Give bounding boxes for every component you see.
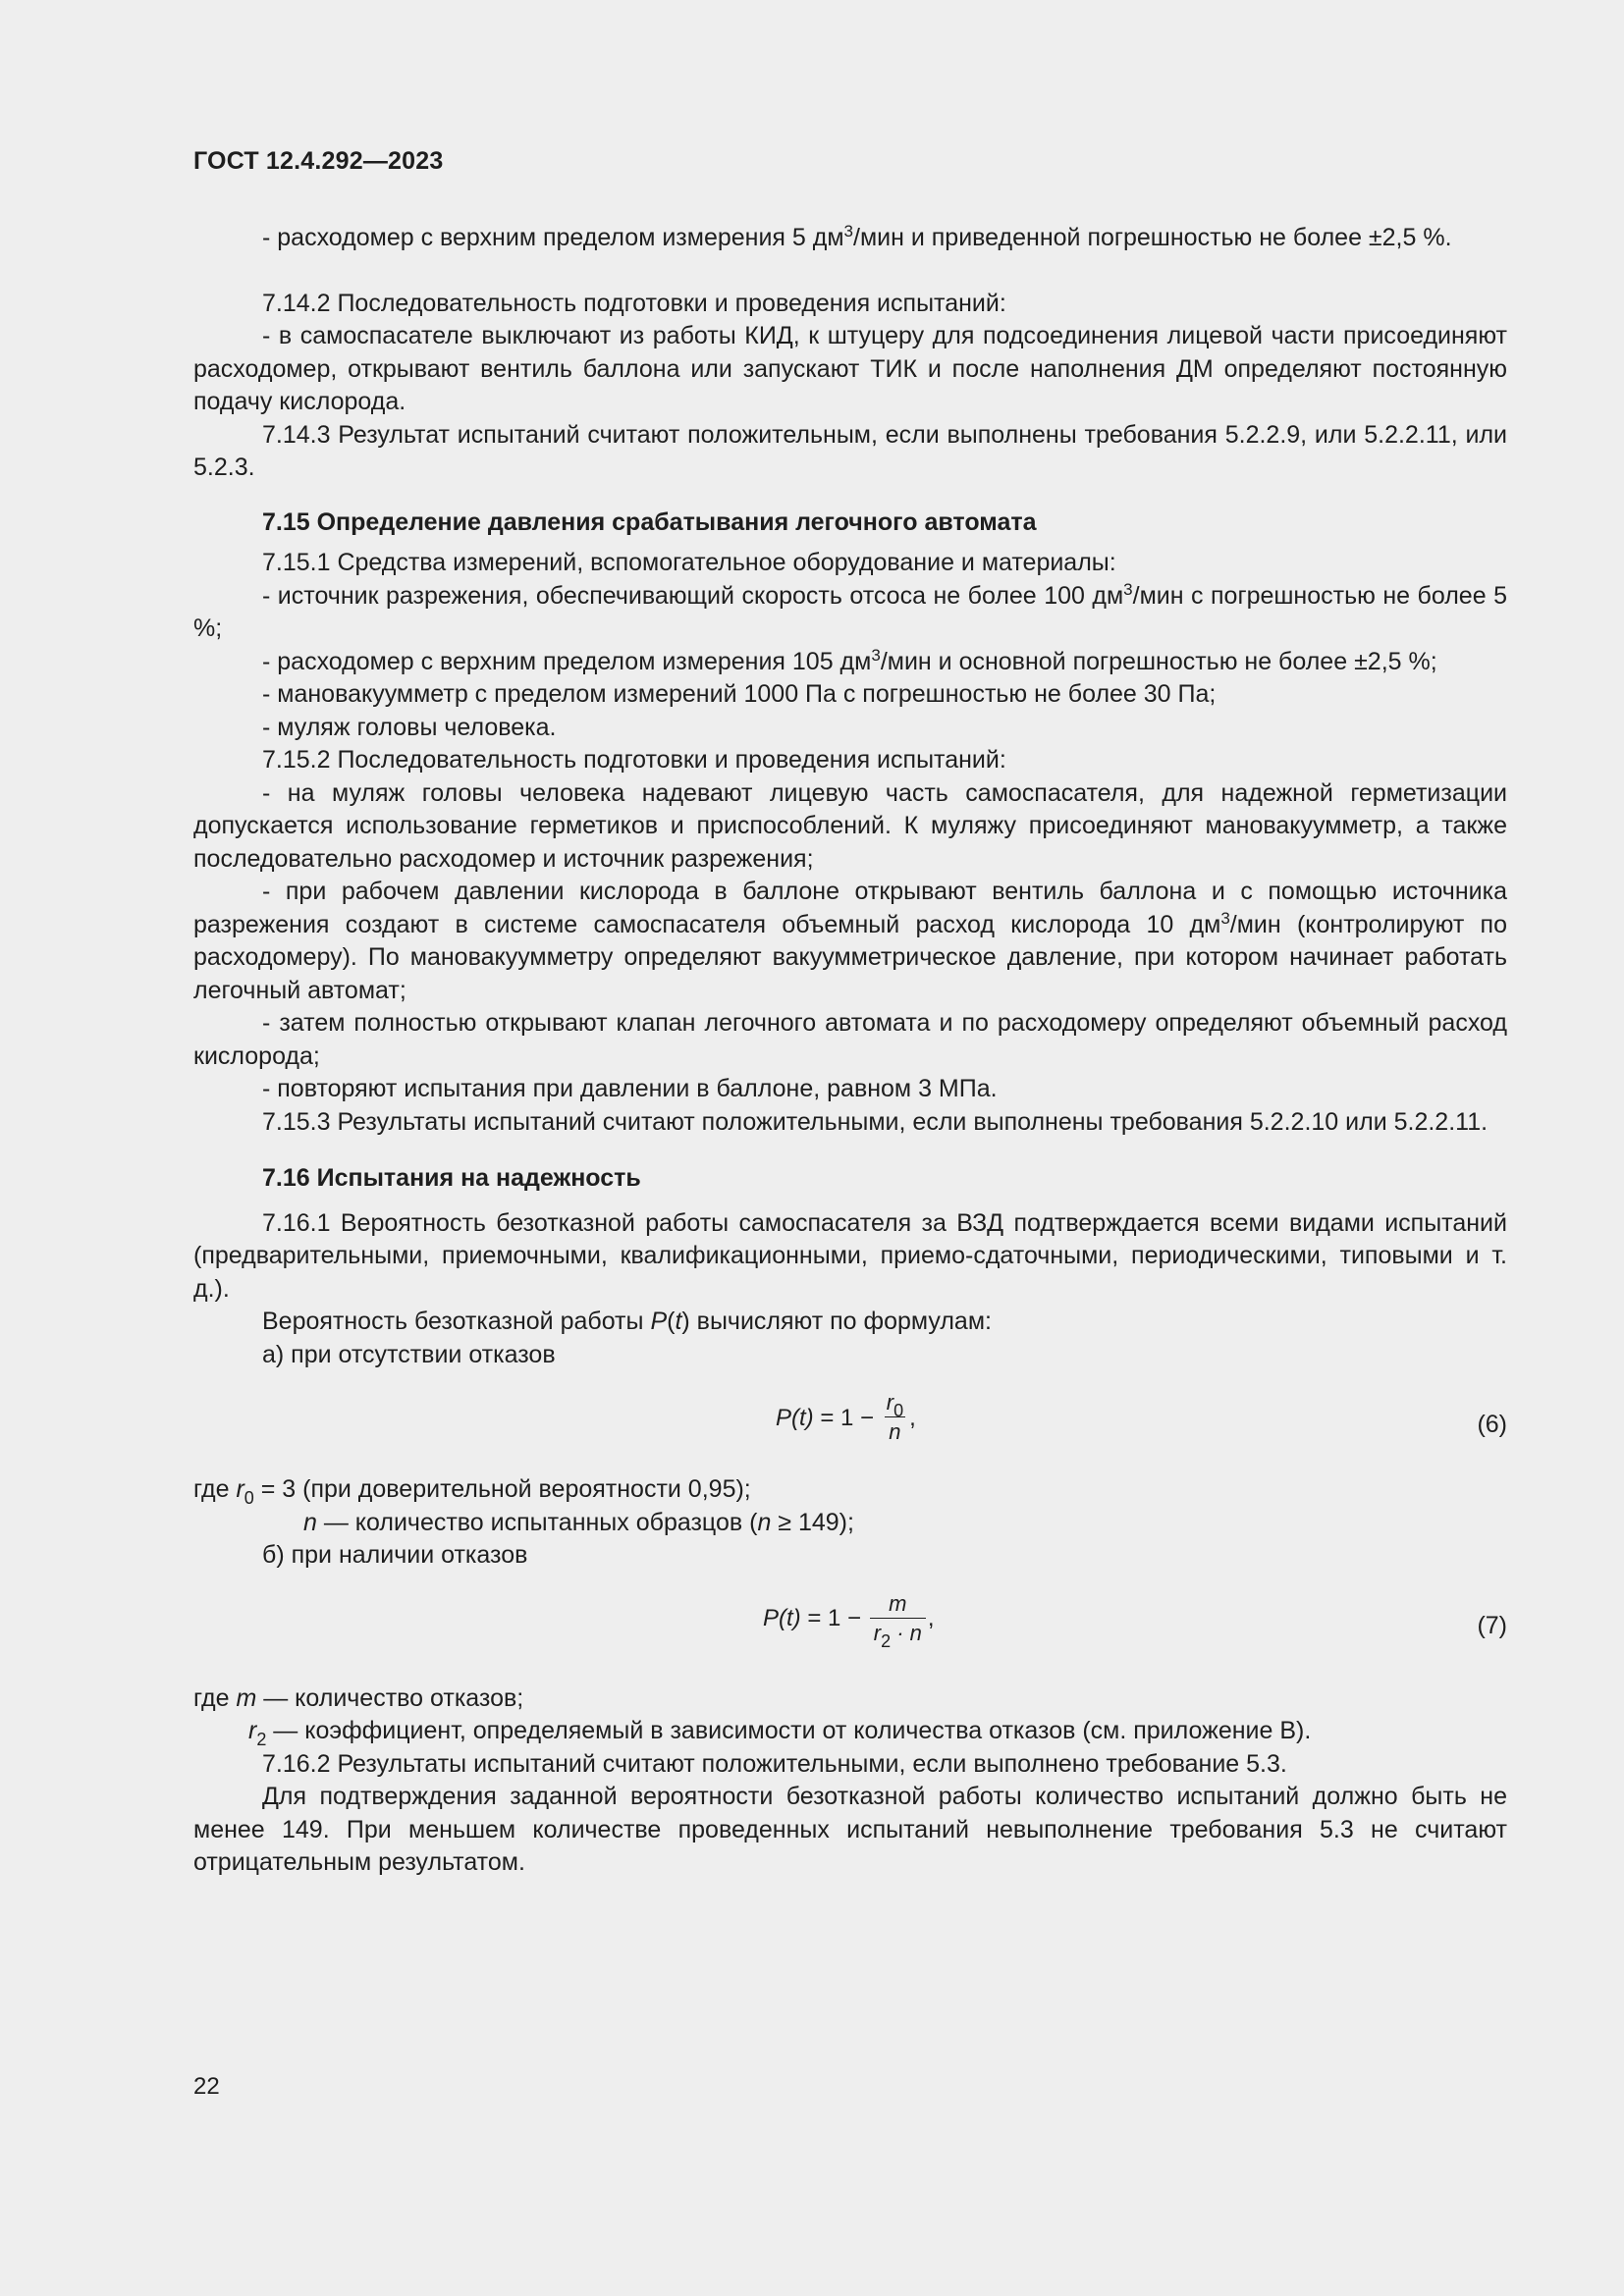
paragraph: - повторяют испытания при давлении в баллоне, равном 3 МПа. bbox=[262, 1075, 998, 1102]
formula-lhs: P(t) bbox=[763, 1605, 801, 1632]
paragraph: - муляж головы человека. bbox=[262, 713, 557, 741]
paragraph: - расходомер с верхним пределом измерения 5 $дм^3$/мин и приведенной погрешностью не более ±2,5 %. bbox=[262, 222, 1452, 251]
paragraph: б) при наличии отказов bbox=[262, 1541, 528, 1569]
paragraph: - при рабочем давлении кислорода в баллоне открывают вентиль баллона и с помощью источника разрежения создают в системе самоспасателя объемный расход кислорода 10 $дм^3$/мин (контролируют по расходомеру). По мановакуумметру определяют вакуумметрическое давление, при котором начинает работать легочный автомат; bbox=[193, 878, 1507, 1004]
formula-6-body: P(t) = 1 − $\frac{r_0}{n}$ , bbox=[776, 1389, 916, 1447]
paragraph: 7.15.1 Средства измерений, вспомогательное оборудование и материалы: bbox=[262, 549, 1116, 576]
paragraph: 7.15.3 Результаты испытаний считают положительными, если выполнены требования 5.2.2.10 или 5.2.2.11. bbox=[262, 1107, 1489, 1136]
paragraph: 7.15.2 Последовательность подготовки и проведения испытаний: bbox=[262, 746, 1006, 774]
paragraph: - расходомер с верхним пределом измерения 105 $дм^3$/мин и основной погрешностью не более ±2,5 %; bbox=[262, 645, 1437, 675]
document-body bbox=[193, 222, 1507, 1880]
paragraph: 7.16.1 Вероятность безотказной работы самоспасателя за ВЗД подтверждается всеми видами испытаний (предварительными, приемочными, квалификационными, приемо-сдаточными, периодическими, типовыми и т. д.). bbox=[193, 1208, 1507, 1303]
formula-lhs: P(t) bbox=[776, 1404, 814, 1431]
fraction-numerator: m bbox=[889, 1590, 907, 1616]
paragraph: n — количество испытанных образцов (n ≥ 149); bbox=[303, 1508, 854, 1536]
section-heading: 7.16 Испытания на надежность bbox=[262, 1164, 641, 1192]
formula-7-body: P(t) = 1 − $\frac{m}{r_2 \cdot n}$ , bbox=[763, 1590, 935, 1651]
paragraph: а) при отсутствии отказов bbox=[262, 1340, 556, 1368]
paragraph: $r_2$ — коэффициент, определяемый в зависимости от количества отказов (см. приложение В). bbox=[248, 1717, 1312, 1749]
formula-6 bbox=[193, 1371, 1507, 1473]
paragraph: где $r_0 = 3$ (при доверительной вероятности 0,95); bbox=[193, 1475, 751, 1508]
formula-eq: = 1 − bbox=[813, 1404, 881, 1431]
paragraph: Вероятность безотказной работы P(t) вычисляют по формулам: bbox=[262, 1308, 992, 1335]
fraction-denominator: n bbox=[885, 1416, 904, 1447]
document-header: ГОСТ 12.4.292—2023 bbox=[193, 147, 444, 175]
paragraph: 7.14.2 Последовательность подготовки и проведения испытаний: bbox=[262, 289, 1006, 317]
section-heading: 7.15 Определение давления срабатывания легочного автомата bbox=[262, 507, 1037, 536]
paragraph: - на муляж головы человека надевают лицевую часть самоспасателя, для надежной герметизации допускается использование герметиков и приспособлений. К муляжу присоединяют мановакуумметр, а также последовательно расходомер и источник разрежения; bbox=[193, 778, 1507, 873]
fraction-denominator: $r_2 \cdot n$ bbox=[870, 1618, 926, 1648]
equation-number: (7) bbox=[1477, 1611, 1507, 1639]
paragraph: Для подтверждения заданной вероятности безотказной работы количество испытаний должно быть не менее 149. При меньшем количестве проведенных испытаний невыполнение требования 5.3 не считают отрицательным результатом. bbox=[193, 1783, 1507, 1876]
paragraph: 7.14.3 Результат испытаний считают положительным, если выполнены требования 5.2.2.9, или 5.2.2.11, или 5.2.3. bbox=[193, 420, 1507, 481]
paragraph: где m — количество отказов; bbox=[193, 1683, 524, 1712]
formula-fraction bbox=[870, 1590, 926, 1651]
paragraph: - затем полностью открывают клапан легочного автомата и по расходомеру определяют объемный расход кислорода; bbox=[193, 1009, 1507, 1070]
formula-eq: = 1 − bbox=[800, 1605, 868, 1632]
page-number: 22 bbox=[193, 2073, 220, 2100]
formula-fraction bbox=[883, 1389, 907, 1447]
fraction-numerator: $r_0$ bbox=[886, 1390, 904, 1420]
paragraph: - мановакуумметр с пределом измерений 1000 Па с погрешностью не более 30 Па; bbox=[262, 680, 1217, 708]
paragraph: - источник разрежения, обеспечивающий скорость отсоса не более 100 $дм^3$/мин с погрешностью не более 5 %; bbox=[193, 579, 1507, 642]
paragraph: - в самоспасателе выключают из работы КИД, к штуцеру для подсоединения лицевой части присоединяют расходомер, открывают вентиль баллона или запускают ТИК и после наполнения ДМ определяют постоянную подачу кислорода. bbox=[193, 322, 1507, 415]
formula-7 bbox=[193, 1573, 1507, 1682]
equation-number: (6) bbox=[1477, 1411, 1507, 1438]
paragraph: 7.16.2 Результаты испытаний считают положительными, если выполнено требование 5.3. bbox=[262, 1749, 1287, 1778]
